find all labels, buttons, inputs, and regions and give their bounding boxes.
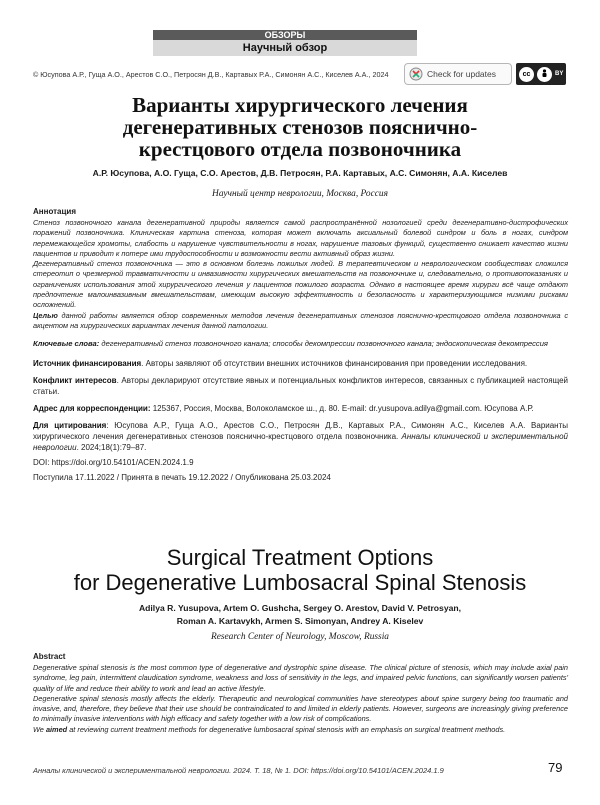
authors-en — [40, 602, 560, 628]
title-en-line2: for Degenerative Lumbosacral Spinal Stenosis — [73, 570, 527, 595]
doi-link[interactable]: DOI: https://doi.org/10.54101/ACEN.2024.1.9 — [33, 457, 194, 467]
cc-by-license-badge[interactable] — [516, 63, 566, 85]
crossmark-icon — [409, 67, 423, 81]
authors-en-line1: Adilya R. Yusupova, Artem O. Gushcha, Sergey O. Arestov, David V. Petrosyan, — [138, 603, 462, 613]
footer-journal: Анналы клинической и экспериментальной неврологии. 2024. Т. 18, № 1. DOI: https://doi.org/10.54101/ACEN.2024.1.9 — [33, 766, 444, 775]
copyright-line: © Юсупова А.Р., Гуща А.О., Арестов С.О., Петросян Д.В., Картавых Р.А., Симонян А.С., Киселев А.А., 2024 — [33, 70, 389, 79]
check-for-updates-label: Check for updates — [427, 69, 496, 79]
citation-ru — [33, 420, 568, 453]
citation-end: . 2024;18(1):79–87. — [76, 442, 147, 452]
address-text: 125367, Россия, Москва, Волоколамское ш., д. 80. E-mail: dr.yusupova.adilya@gmail.com. Юсупова А.Р. — [150, 403, 534, 413]
authors-en-line2: Roman A. Kartavykh, Armen S. Simonyan, Andrey A. Kiselev — [176, 616, 424, 626]
subsection-label: Научный обзор — [153, 40, 417, 56]
publication-dates: Поступила 17.11.2022 / Принята в печать 19.12.2022 / Опубликована 25.03.2024 — [33, 472, 331, 482]
abstract-en — [33, 652, 568, 735]
section-label: ОБЗОРЫ — [153, 30, 417, 40]
conflict-ru — [33, 375, 568, 397]
abstract-ru-heading: Аннотация — [33, 207, 76, 216]
title-ru-line1: Варианты хирургического лечения — [132, 93, 468, 117]
aim-text-ru: данной работы является обзор современных методов лечения дегенеративных стенозов пояснично-крестцового отдела позвоночника с акцентом на хирургических вариантах лечения данной патологии. — [33, 310, 568, 330]
citation-text: : Юсупова А.Р., Гуща А.О., Арестов С.О., Петросян Д.В., Картавых Р.А., Симонян А.С., Киселев А.А. Варианты хирургического лечения дегенеративных стенозов пояснично-крестцового отдела позвоночника. — [33, 420, 569, 441]
abstract-ru-p2: Дегенеративный стеноз позвоночника — это в основном болезнь пожилых людей. В терапевтическом и неврологическом сообществах сложился стереотип о чрезмерной травматичности и инвазивности хирургических вмешательств на позвоночнике и, следовательно, о противопоказаниях и ограничениях использования этой хирургического лечения у пациентов пожилого возраста. Однако в настоящее время хирурги всё чаще отдают предпочтение малоинвазивным вмешательствам, имеющим высокую эффективность и безопасность и характеризующимся низкими рисками осложнений. — [33, 259, 568, 310]
address-ru — [33, 403, 568, 414]
cc-icon: cc — [519, 67, 534, 82]
title-ru-line3: крестцового отдела позвоночника — [138, 137, 462, 161]
title-ru-line2: дегенеративных стенозов пояснично- — [122, 115, 478, 139]
abstract-en-aim — [33, 725, 568, 735]
funding-label: Источник финансирования — [33, 358, 142, 368]
article-title-en — [40, 545, 560, 595]
by-label: BY — [555, 71, 564, 77]
aim-pre-en: We — [33, 724, 46, 734]
person-icon — [537, 67, 552, 82]
citation-label: Для цитирования — [33, 420, 107, 430]
keywords-label-ru: Ключевые слова: — [33, 339, 100, 349]
abstract-en-heading: Abstract — [33, 652, 66, 661]
conflict-text: . Авторы декларируют отсутствие явных и потенциальных конфликтов интересов, связанных с публикацией настоящей статьи. — [33, 375, 568, 396]
authors-ru: А.Р. Юсупова, А.О. Гуща, С.О. Арестов, Д.В. Петросян, Р.А. Картавых, А.С. Симонян, А.А. Киселев — [92, 168, 508, 178]
aim-label-en: aimed — [45, 724, 68, 734]
abstract-ru-aim — [33, 311, 568, 332]
abstract-en-p1: Degenerative spinal stenosis is the most common type of degenerative and dystrophic spine disease. The clinical picture of stenosis, which may include axial pain syndrome, leg pain, intermittent claudication syndrome, weakness and loss of sensitivity in the legs, and impaired pelvic functions, can significantly worsen patients' quality of life and reduce their ability to work and lead an active lifestyle. — [33, 663, 568, 693]
abstract-en-p2: Degenerative spinal stenosis mostly affects the elderly. Therapeutic and neurological communities have stereotypes about spine surgery being too traumatic and invasive, and, therefore, they believe that their use should be contraindicated to and limited in elderly patients. However, surgeons are increasingly giving preference to minimally invasive interventions with high efficacy and safety together with a low risk of complications. — [33, 693, 568, 724]
page-number: 79 — [548, 760, 563, 775]
conflict-label: Конфликт интересов — [33, 375, 117, 385]
affiliation-ru: Научный центр неврологии, Москва, Россия — [212, 189, 388, 199]
citation-journal: Анналы клинической и экспериментальной неврологии — [33, 431, 568, 452]
affiliation-en: Research Center of Neurology, Moscow, Russia — [210, 632, 389, 642]
title-en-line1: Surgical Treatment Options — [166, 545, 434, 570]
aim-text-en: at reviewing current treatment methods for degenerative lumbosacral spinal stenosis with an emphasis on surgical treatment methods. — [67, 724, 506, 734]
address-label: Адрес для корреспонденции: — [33, 403, 151, 413]
aim-label-ru: Целью — [33, 310, 58, 320]
keywords-ru — [33, 339, 568, 350]
abstract-ru-p1: Стеноз позвоночного канала дегенеративной природы является самой распространённой нозологией среди дегенеративно-дистрофических поражений позвоночника. Клиническая картина стеноза, которая может включать аксиальный болевой синдром и боль в ногах, синдром перемежающейся хромоты, слабость и нарушение чувствительности в ногах, нарушение тазовых функций, существенно снижает качество жизни пациентов и приводит к потере ими трудоспособности и возможности вести активный образ жизни. — [33, 218, 568, 258]
funding-text: . Авторы заявляют об отсутствии внешних источников финансирования при проведении исследования. — [141, 358, 528, 368]
article-title-ru — [60, 94, 540, 160]
abstract-ru — [33, 207, 568, 482]
funding-ru — [33, 358, 568, 369]
check-for-updates-button[interactable] — [404, 63, 512, 85]
keywords-text-ru: дегенеративный стеноз позвоночного канала; способы декомпрессии позвоночного канала; эндоскопическая декомпрессия — [99, 339, 548, 349]
